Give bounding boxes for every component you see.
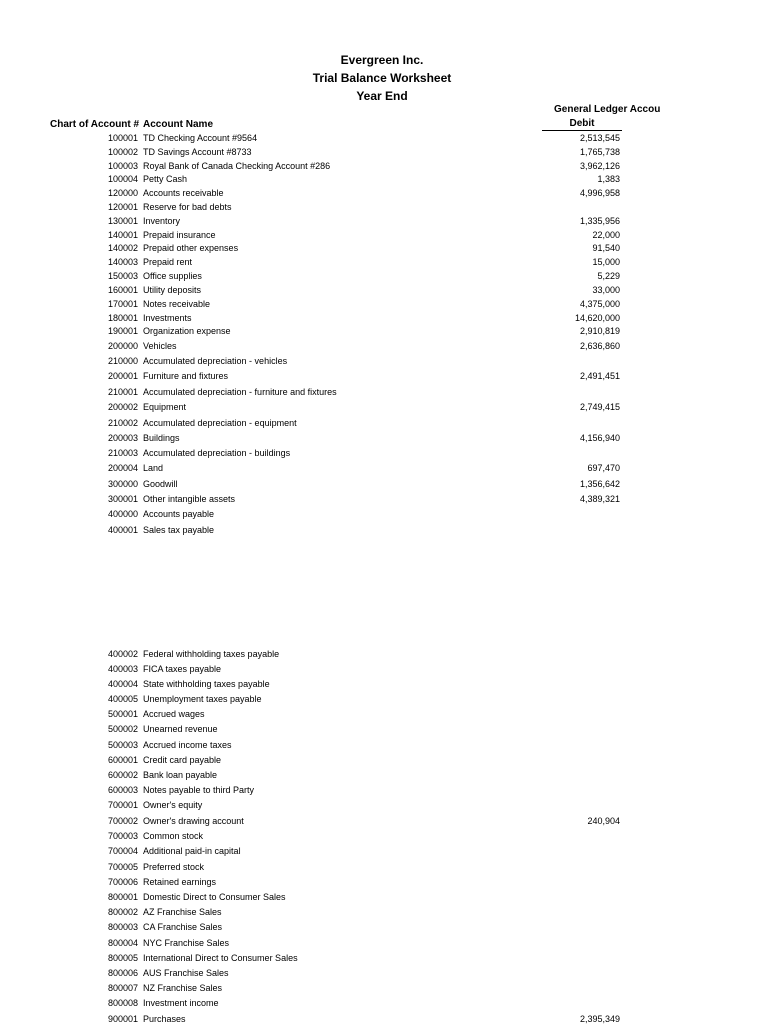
table-row — [0, 708, 768, 721]
table-row — [0, 967, 768, 980]
table-row — [0, 784, 768, 797]
account-number: 300001 — [108, 494, 139, 504]
account-number: 180001 — [108, 313, 139, 323]
account-name: Goodwill — [143, 479, 178, 489]
table-row — [0, 229, 768, 242]
table-row — [0, 340, 768, 353]
table-row — [0, 876, 768, 889]
debit-amount: 2,636,860 — [579, 341, 620, 351]
table-row — [0, 432, 768, 445]
debit-amount: 33,000 — [592, 285, 620, 295]
debit-amount: 1,765,738 — [579, 147, 620, 157]
table-row — [0, 312, 768, 325]
account-number: 600002 — [108, 770, 139, 780]
account-number: 800008 — [108, 998, 139, 1008]
table-row — [0, 906, 768, 919]
account-name: Vehicles — [143, 341, 177, 351]
account-number: 700002 — [108, 816, 139, 826]
account-name: Reserve for bad debts — [143, 202, 232, 212]
account-name: Prepaid other expenses — [143, 243, 239, 253]
account-number: 100004 — [108, 174, 139, 184]
account-number: 800003 — [108, 922, 139, 932]
account-name: Common stock — [143, 831, 204, 841]
account-number: 700001 — [108, 800, 139, 810]
table-row — [0, 370, 768, 383]
table-row — [0, 201, 768, 214]
account-name: Prepaid rent — [143, 257, 193, 267]
account-number: 900001 — [108, 1014, 139, 1024]
table-row — [0, 242, 768, 255]
account-name: Accumulated depreciation - vehicles — [143, 356, 288, 366]
debit-amount: 4,996,958 — [579, 188, 620, 198]
account-name: Accrued income taxes — [143, 740, 232, 750]
account-number: 700003 — [108, 831, 139, 841]
debit-amount: 4,389,321 — [579, 494, 620, 504]
table-row — [0, 284, 768, 297]
account-number: 400000 — [108, 509, 139, 519]
table-row — [0, 401, 768, 414]
account-number: 190001 — [108, 326, 139, 336]
debit-amount: 4,156,940 — [579, 433, 620, 443]
account-name: Preferred stock — [143, 862, 205, 872]
account-name: Bank loan payable — [143, 770, 218, 780]
table-row — [0, 982, 768, 995]
account-number: 400003 — [108, 664, 139, 674]
debit-amount: 2,491,451 — [579, 371, 620, 381]
account-number: 500002 — [108, 724, 139, 734]
account-number: 100001 — [108, 133, 139, 143]
account-number: 200004 — [108, 463, 139, 473]
account-number: 800001 — [108, 892, 139, 902]
table-row — [0, 693, 768, 706]
account-name: Notes payable to third Party — [143, 785, 255, 795]
account-number: 800007 — [108, 983, 139, 993]
account-number: 800002 — [108, 907, 139, 917]
table-row — [0, 678, 768, 691]
table-row — [0, 298, 768, 311]
table-row — [0, 417, 768, 430]
account-number: 130001 — [108, 216, 139, 226]
account-name: Investments — [143, 313, 192, 323]
account-name: FICA taxes payable — [143, 664, 222, 674]
account-number: 200000 — [108, 341, 139, 351]
account-number: 800006 — [108, 968, 139, 978]
account-number: 800005 — [108, 953, 139, 963]
account-name: AZ Franchise Sales — [143, 907, 222, 917]
debit-amount: 1,383 — [597, 174, 620, 184]
account-number: 200003 — [108, 433, 139, 443]
account-number: 700006 — [108, 877, 139, 887]
account-number: 400001 — [108, 525, 139, 535]
table-row — [0, 861, 768, 874]
table-row — [0, 386, 768, 399]
table-row — [0, 754, 768, 767]
account-name: Owner's drawing account — [143, 816, 244, 826]
table-row — [0, 160, 768, 173]
account-number: 140002 — [108, 243, 139, 253]
company-name: Evergreen Inc. — [340, 53, 424, 67]
debit-amount: 15,000 — [592, 257, 620, 267]
account-number: 210000 — [108, 356, 139, 366]
table-row — [0, 663, 768, 676]
account-name: Unearned revenue — [143, 724, 218, 734]
table-row — [0, 1013, 768, 1026]
table-row — [0, 830, 768, 843]
table-row — [0, 769, 768, 782]
account-number: 600003 — [108, 785, 139, 795]
account-name: Purchases — [143, 1014, 186, 1024]
account-name: Equipment — [143, 402, 187, 412]
account-number: 400005 — [108, 694, 139, 704]
debit-amount: 4,375,000 — [579, 299, 620, 309]
account-name: Accumulated depreciation - equipment — [143, 418, 297, 428]
table-row — [0, 447, 768, 460]
table-row — [0, 478, 768, 491]
account-name: State withholding taxes payable — [143, 679, 270, 689]
account-name: Land — [143, 463, 164, 473]
account-number: 500003 — [108, 740, 139, 750]
table-row — [0, 739, 768, 752]
account-name: Organization expense — [143, 326, 231, 336]
account-name: Accumulated depreciation - furniture and fixtures — [143, 387, 337, 397]
account-number: 800004 — [108, 938, 139, 948]
account-name: Federal withholding taxes payable — [143, 649, 280, 659]
table-row — [0, 937, 768, 950]
account-name: Sales tax payable — [143, 525, 215, 535]
account-name: NZ Franchise Sales — [143, 983, 223, 993]
account-name: Buildings — [143, 433, 180, 443]
table-row — [0, 921, 768, 934]
table-row — [0, 270, 768, 283]
account-name: Petty Cash — [143, 174, 188, 184]
table-row — [0, 132, 768, 145]
account-number: 150003 — [108, 271, 139, 281]
account-name: Investment income — [143, 998, 219, 1008]
table-row — [0, 256, 768, 269]
report-title: Trial Balance Worksheet — [312, 71, 452, 85]
account-name: Royal Bank of Canada Checking Account #286 — [143, 161, 331, 171]
table-row — [0, 524, 768, 537]
debit-amount: 2,749,415 — [579, 402, 620, 412]
table-row — [0, 493, 768, 506]
table-row — [0, 462, 768, 475]
account-name: Utility deposits — [143, 285, 202, 295]
debit-amount: 240,904 — [587, 816, 620, 826]
account-number: 600001 — [108, 755, 139, 765]
general-ledger-header: General Ledger Accou — [554, 104, 660, 115]
account-name: Accumulated depreciation - buildings — [143, 448, 291, 458]
account-name: TD Checking Account #9564 — [143, 133, 258, 143]
account-name: Notes receivable — [143, 299, 211, 309]
account-name: Accrued wages — [143, 709, 205, 719]
table-row — [0, 325, 768, 338]
debit-amount: 22,000 — [592, 230, 620, 240]
table-row — [0, 173, 768, 186]
table-row — [0, 815, 768, 828]
debit-amount: 697,470 — [587, 463, 620, 473]
account-name: AUS Franchise Sales — [143, 968, 229, 978]
account-number: 120001 — [108, 202, 139, 212]
account-name: CA Franchise Sales — [143, 922, 223, 932]
account-name: Domestic Direct to Consumer Sales — [143, 892, 286, 902]
report-period: Year End — [356, 89, 408, 103]
account-name: Prepaid insurance — [143, 230, 216, 240]
table-row — [0, 891, 768, 904]
table-row — [0, 952, 768, 965]
debit-amount: 1,356,642 — [579, 479, 620, 489]
account-name: NYC Franchise Sales — [143, 938, 230, 948]
account-name: Accounts receivable — [143, 188, 224, 198]
account-number: 140003 — [108, 257, 139, 267]
table-row — [0, 723, 768, 736]
table-row — [0, 508, 768, 521]
account-number: 100003 — [108, 161, 139, 171]
table-row — [0, 845, 768, 858]
account-name: TD Savings Account #8733 — [143, 147, 252, 157]
table-row — [0, 355, 768, 368]
account-number: 160001 — [108, 285, 139, 295]
account-name: International Direct to Consumer Sales — [143, 953, 298, 963]
account-number: 210002 — [108, 418, 139, 428]
account-number: 210001 — [108, 387, 139, 397]
table-row — [0, 799, 768, 812]
table-row — [0, 997, 768, 1010]
account-name: Unemployment taxes payable — [143, 694, 262, 704]
account-number: 700005 — [108, 862, 139, 872]
chart-of-account-header: Chart of Account # — [50, 119, 140, 130]
table-row — [0, 146, 768, 159]
account-number: 140001 — [108, 230, 139, 240]
account-name: Retained earnings — [143, 877, 217, 887]
account-number: 500001 — [108, 709, 139, 719]
table-row — [0, 187, 768, 200]
account-number: 400002 — [108, 649, 139, 659]
account-number: 170001 — [108, 299, 139, 309]
account-name: Other intangible assets — [143, 494, 236, 504]
account-name: Accounts payable — [143, 509, 215, 519]
debit-amount: 3,962,126 — [579, 161, 620, 171]
account-name-header: Account Name — [143, 119, 214, 130]
debit-amount: 14,620,000 — [574, 313, 620, 323]
account-number: 210003 — [108, 448, 139, 458]
account-name: Additional paid-in capital — [143, 846, 241, 856]
debit-amount: 5,229 — [597, 271, 620, 281]
debit-header: Debit — [542, 118, 622, 131]
account-number: 400004 — [108, 679, 139, 689]
debit-amount: 2,395,349 — [579, 1014, 620, 1024]
account-name: Furniture and fixtures — [143, 371, 229, 381]
debit-amount: 2,910,819 — [579, 326, 620, 336]
account-name: Office supplies — [143, 271, 202, 281]
account-number: 300000 — [108, 479, 139, 489]
account-name: Inventory — [143, 216, 181, 226]
account-number: 200002 — [108, 402, 139, 412]
account-name: Credit card payable — [143, 755, 222, 765]
table-row — [0, 215, 768, 228]
account-name: Owner's equity — [143, 800, 203, 810]
debit-amount: 2,513,545 — [579, 133, 620, 143]
debit-amount: 91,540 — [592, 243, 620, 253]
account-number: 100002 — [108, 147, 139, 157]
account-number: 700004 — [108, 846, 139, 856]
debit-amount: 1,335,956 — [579, 216, 620, 226]
account-number: 120000 — [108, 188, 139, 198]
table-row — [0, 648, 768, 661]
account-number: 200001 — [108, 371, 139, 381]
